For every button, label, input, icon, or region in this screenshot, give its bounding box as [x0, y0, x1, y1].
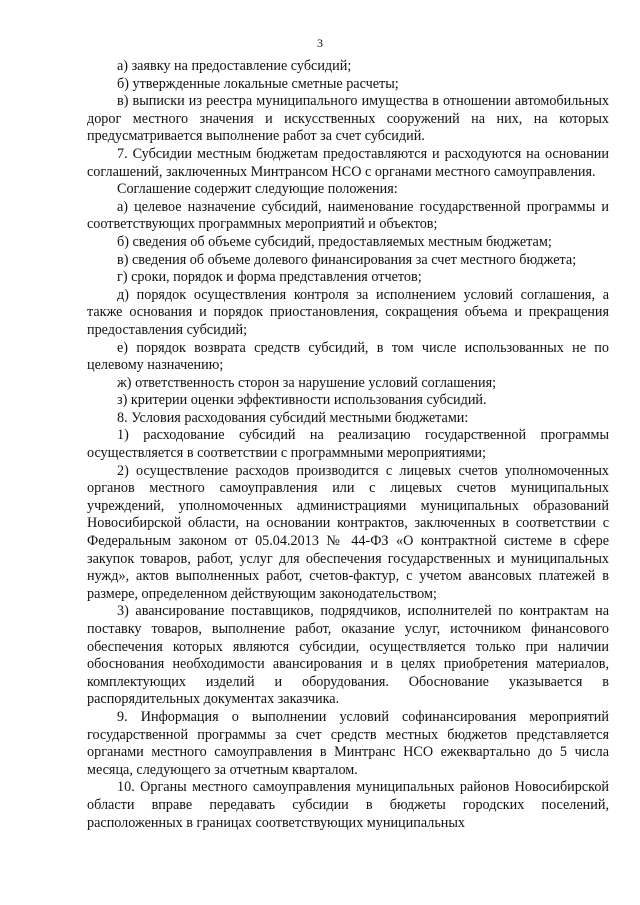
paragraph-e-refund: е) порядок возврата средств субсидий, в том числе использованных не по целевому назначению; — [87, 339, 609, 374]
paragraph-a-application: а) заявку на предоставление субсидий; — [117, 58, 352, 74]
paragraph-7-agreements: 7. Субсидии местным бюджетам предоставляются и расходуются на основании соглашений, заключенных Минтрансом НСО с органами местного самоуправления. — [87, 145, 609, 180]
paragraph-1-spending: 1) расходование субсидий на реализацию государственной программы осуществляется в соответствии с программными мероприятиями; — [87, 427, 609, 462]
document-body — [87, 58, 609, 832]
paragraph-zh-responsibility: ж) ответственность сторон за нарушение условий соглашения; — [117, 374, 497, 391]
paragraph-8-conditions: 8. Условия расходования субсидий местными бюджетами: — [117, 409, 469, 426]
paragraph-9-information: 9. Информация о выполнении условий софинансирования мероприятий государственной программы за счет средств местных бюджетов представляется органами местного самоуправления в Минтранс НСО ежеквартально до 5 числа месяца, следующего за отчетным кварталом. — [87, 708, 609, 778]
page-number: 3 — [317, 36, 323, 50]
paragraph-b-subsidy-volume: б) сведения об объеме субсидий, предоставляемых местным бюджетам; — [117, 233, 552, 250]
paragraph-10-local-authorities: 10. Органы местного самоуправления муниципальных районов Новосибирской области вправе передавать субсидии в бюджеты городских поселений, расположенных в границах соответствующих муниципальных — [87, 779, 609, 831]
paragraph-z-criteria: з) критерии оценки эффективности использования субсидий. — [117, 392, 487, 409]
paragraph-agreement-contents: Соглашение содержит следующие положения: — [117, 181, 398, 198]
paragraph-a-purpose: а) целевое назначение субсидий, наименование государственной программы и соответствующих программных мероприятий и объектов; — [87, 198, 609, 233]
paragraph-3-advances: 3) авансирование поставщиков, подрядчиков, исполнителей по контрактам на поставку товаров, выполнение работ, оказание услуг, источником финансового обеспечения которых являются субсидии, осуществляется только при наличии обоснования необходимости авансирования и в целях приобретения материалов, комплектующих изделий и оборудования. Обоснование указывается в распорядительных документах заказчика. — [87, 603, 609, 708]
paragraph-v-registry-extracts: в) выписки из реестра муниципального имущества в отношении автомобильных дорог местного значения и искусственных сооружений на них, на которых предусматривается выполнение работ за счет субсидий. — [87, 93, 609, 145]
paragraph-v-cofinancing: в) сведения об объеме долевого финансирования за счет местного бюджета; — [117, 251, 577, 268]
paragraph-b-estimates: б) утвержденные локальные сметные расчеты; — [117, 75, 399, 92]
paragraph-g-reporting: г) сроки, порядок и форма представления отчетов; — [117, 269, 422, 286]
paragraph-2-expenses: 2) осуществление расходов производится с лицевых счетов уполномоченных органов местного самоуправления или с лицевых счетов муниципальных учреждений, уполномоченных администрациями муниципальных образований Новосибирской области, на основании контрактов, заключенных в соответствии с Федеральным законом от 05.04.2013 № 44-ФЗ «О контрактной системе в сфере закупок товаров, работ, услуг для обеспечения государственных и муниципальных нужд», актов выполненных работ, счетов-фактур, с учетом авансовых платежей в размере, определенном действующим законодательством; — [87, 462, 609, 602]
paragraph-d-control: д) порядок осуществления контроля за исполнением условий соглашения, а также основания и порядок приостановления, сокращения объема и прекращения предоставления субсидий; — [87, 286, 609, 338]
